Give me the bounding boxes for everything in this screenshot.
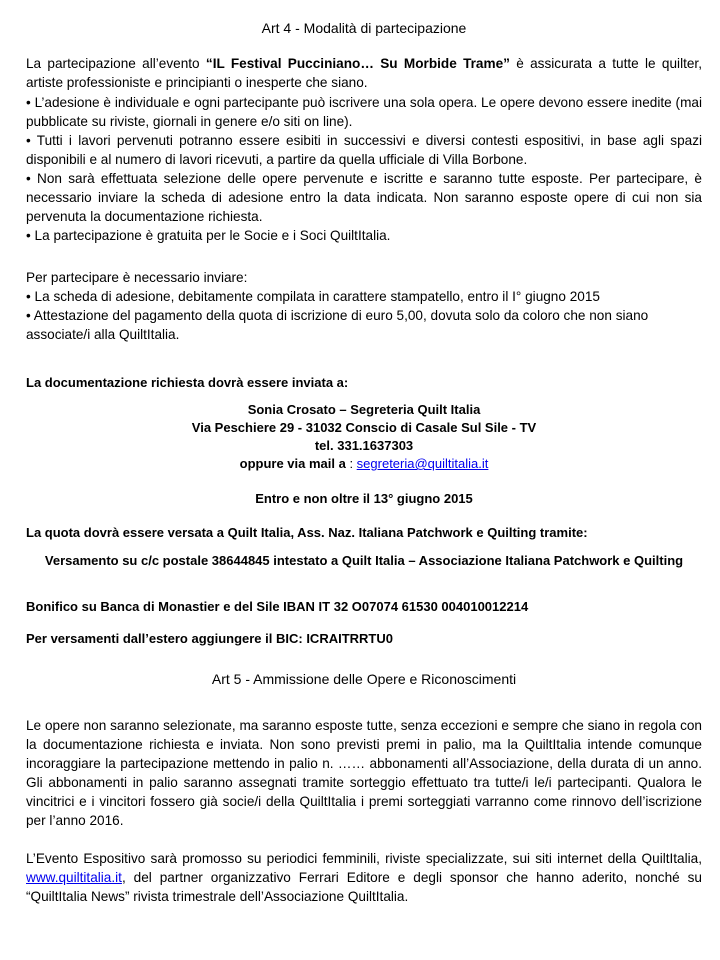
rule-item: • La partecipazione è gratuita per le Socie e i Soci QuiltItalia.: [26, 226, 702, 245]
rule-item: • Non sarà effettuata selezione delle opere pervenute e iscritte e saranno tutte esposte. Per partecipare, è necessario inviare la scheda di adesione entro la data indicata. Non saranno esposte opere di cui non sia pervenuta la documentazione richiesta.: [26, 169, 702, 226]
art4-heading-prefix: Art 4 -: [261, 20, 304, 36]
art5-paragraph-2: [26, 849, 702, 906]
para2-text-before: L’Evento Espositivo sarà promosso su periodici femminili, riviste specializzate, sui siti internet della QuiltItalia,: [26, 851, 702, 866]
send-item: • La scheda di adesione, debitamente compilata in carattere stampatello, entro il I° giugno 2015: [26, 287, 702, 306]
art5-paragraph-1: Le opere non saranno selezionate, ma saranno esposte tutte, senza eccezioni e sempre che siano in regola con la documentazione richiesta e inviata. Non sono previsti premi in palio, ma la QuiltItalia intende comunque incoraggiare la partecipazione mettendo in palio n. …… abbonamenti all’Associazione, della durata di un anno. Gli abbonamenti in palio saranno assegnati tramite sorteggio effettuato tra tutte/i le/i partecipanti. Qualora le vincitrici e i vincitori fossero già socie/i della QuiltItalia i premi sorteggiati varranno come rinnovo dell’iscrizione per l’anno 2016.: [26, 718, 702, 828]
rule-item: • Tutti i lavori pervenuti potranno essere esibiti in successivi e diversi contesti espositivi, in base agli spazi disponibili e al numero di lavori ricevuti, a partire da quella ufficiale di Villa Borbone.: [26, 131, 702, 169]
send-intro: Per partecipare è necessario inviare:: [26, 270, 248, 285]
mail-prefix: oppure via mail a: [239, 456, 346, 471]
art4-heading-title: Modalità di partecipazione: [303, 20, 467, 36]
intro-text-after: è assicurata a tutte le quilter, artiste professioniste e principianti o inesperte che siano.: [26, 56, 702, 90]
intro-text-before: La partecipazione all’evento: [26, 56, 206, 71]
para2-text-after: , del partner organizzativo Ferrari Editore e degli sponsor che hanno aderito, nonché su “QuiltItalia News” rivista trimestrale dell’Associazione QuiltItalia.: [26, 870, 702, 904]
festival-name: “IL Festival Pucciniano… Su Morbide Trame”: [205, 56, 510, 71]
deadline: Entro e non oltre il 13° giugno 2015: [255, 491, 473, 506]
address-line-2: Via Peschiere 29 - 31032 Conscio di Casale Sul Sile - TV: [191, 420, 537, 435]
art4-send-list: [26, 268, 702, 344]
art4-rules: [26, 93, 702, 245]
email-link[interactable]: segreteria@quiltitalia.it: [356, 456, 489, 471]
art5-heading: [26, 670, 702, 689]
bank-transfer: Bonifico su Banca di Monastier e del Sile IBAN IT 32 O07074 61530 004010012214: [26, 599, 529, 614]
website-link[interactable]: www.quiltitalia.it: [26, 870, 122, 885]
art5-heading-prefix: Art 5 -: [211, 671, 254, 687]
mail-separator: :: [345, 456, 357, 471]
send-item: • Attestazione del pagamento della quota di iscrizione di euro 5,00, dovuta solo da coloro che non siano associate/i alla QuiltItalia.: [26, 306, 702, 344]
rule-item: • L’adesione è individuale e ogni partecipante può iscrivere una sola opera. Le opere devono essere inedite (mai pubblicate su riviste, giornali in genere e/o siti on line).: [26, 93, 702, 131]
fee-heading: La quota dovrà essere versata a Quilt Italia, Ass. Naz. Italiana Patchwork e Quilting tramite:: [26, 525, 588, 540]
address-line-3: tel. 331.1637303: [314, 438, 414, 453]
postal-payment: Versamento su c/c postale 38644845 intestato a Quilt Italia – Associazione Italiana Patchwork e Quilting: [44, 553, 684, 568]
foreign-payment: Per versamenti dall’estero aggiungere il BIC: ICRAITRRTU0: [26, 631, 393, 646]
art4-heading: [26, 19, 702, 38]
address-line-1: Sonia Crosato – Segreteria Quilt Italia: [247, 402, 481, 417]
doc-heading: La documentazione richiesta dovrà essere inviata a:: [26, 375, 349, 390]
address-mail-line: [26, 455, 702, 473]
art4-intro: [26, 54, 702, 92]
address-block: [26, 401, 702, 473]
art5-heading-title: Ammissione delle Opere e Riconoscimenti: [253, 671, 517, 687]
